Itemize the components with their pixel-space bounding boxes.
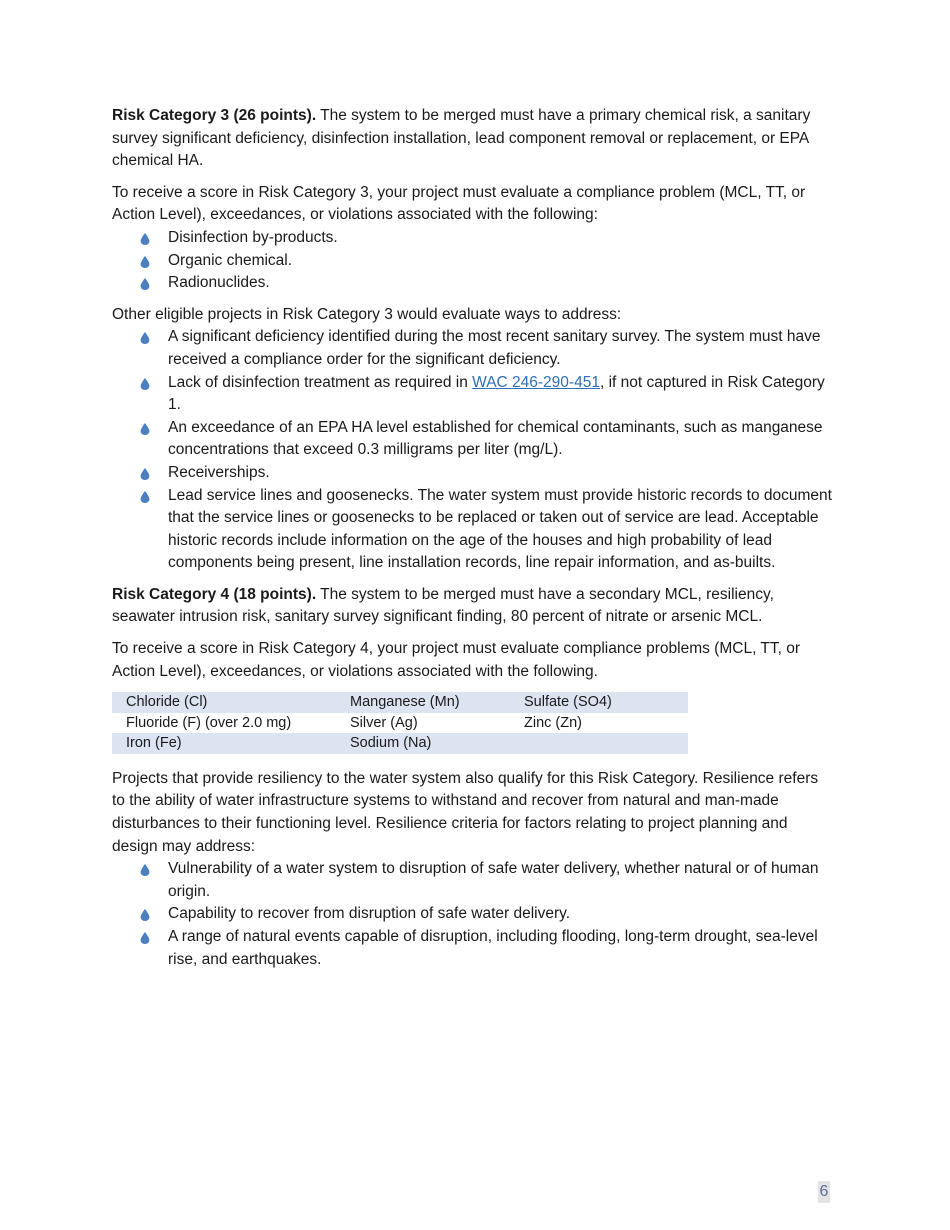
table-cell: Silver (Ag) <box>350 714 418 731</box>
rc3-heading: Risk Category 3 (26 points). <box>112 107 317 124</box>
table-row <box>112 733 688 754</box>
water-drop-icon <box>140 233 150 245</box>
table-row <box>112 713 688 734</box>
rc4-intro: To receive a score in Risk Category 4, your project must evaluate compliance problems (MCL, TT, or Action Level), exceedances, or violations associated with the following. <box>112 640 801 680</box>
table-cell: Manganese (Mn) <box>336 692 510 713</box>
table-cell: Iron (Fe) <box>112 733 336 754</box>
water-drop-icon <box>140 332 150 344</box>
water-drop-icon <box>140 256 150 268</box>
document-page <box>112 105 834 971</box>
water-drop-icon <box>140 932 150 944</box>
rc4-resiliency-list <box>112 858 834 971</box>
list-item: Disinfection by-products. <box>112 227 834 250</box>
list-item: Organic chemical. <box>112 250 834 273</box>
table-cell: Chloride (Cl) <box>112 692 336 713</box>
water-drop-icon <box>140 278 150 290</box>
rc3-other-list <box>112 326 834 575</box>
table-cell <box>510 733 688 754</box>
rc4-heading: Risk Category 4 (18 points). <box>112 585 317 603</box>
list-item: A significant deficiency identified during the most recent sanitary survey. The system must have received a compliance order for the significant deficiency. <box>112 326 834 371</box>
rc3-text: The system to be merged must have a primary chemical risk, a sanitary survey significant deficiency, disinfection installation, lead component removal or replacement, or EPA chemical HA. <box>112 107 811 170</box>
list-item: An exceedance of an EPA HA level established for chemical contaminants, such as manganese concentrations that exceed 0.3 milligrams per liter (mg/L). <box>112 417 834 462</box>
wac-link[interactable]: WAC 246-290-451 <box>472 373 600 391</box>
water-drop-icon <box>140 468 150 480</box>
rc4-paragraph <box>112 584 834 629</box>
list-item: Receiverships. <box>112 462 834 485</box>
table-row <box>112 692 688 713</box>
list-item: Lack of disinfection treatment as required in WAC 246-290-451, if not captured in Risk Category 1. <box>112 372 834 417</box>
table-cell: Sodium (Na) <box>336 733 510 754</box>
water-drop-icon <box>140 491 150 503</box>
table-cell: Sulfate (SO4) <box>510 692 688 713</box>
rc3-paragraph <box>112 105 834 173</box>
rc3-other-intro: Other eligible projects in Risk Category 3 would evaluate ways to address: <box>112 305 622 323</box>
water-drop-icon <box>140 864 150 876</box>
page-number: 6 <box>818 1181 830 1203</box>
list-item: Vulnerability of a water system to disruption of safe water delivery, whether natural or of human origin. <box>112 858 834 903</box>
list-item: Capability to recover from disruption of safe water delivery. <box>112 903 834 926</box>
rc3-intro: To receive a score in Risk Category 3, your project must evaluate a compliance problem (MCL, TT, or Action Level), exceedances, or violations associated with the following: <box>112 183 806 224</box>
rc4-text: The system to be merged must have a secondary MCL, resiliency, seawater intrusion risk, sanitary survey significant finding, 80 percent of nitrate or arsenic MCL. <box>112 585 774 626</box>
water-drop-icon <box>140 909 150 921</box>
water-drop-icon <box>140 423 150 435</box>
list-item: A range of natural events capable of disruption, including flooding, long-term drought, sea-level rise, and earthquakes. <box>112 926 834 971</box>
table-cell: Fluoride (F) (over 2.0 mg) <box>126 714 292 731</box>
contaminants-table <box>112 692 688 754</box>
rc4-resiliency: Projects that provide resiliency to the water system also qualify for this Risk Category. Resilience refers to the ability of water infrastructure systems to withstand and recover from natural and man-made disturbances to their functioning level. Resilience criteria for factors relating to project planning and design may address: <box>112 769 819 855</box>
table-cell: Zinc (Zn) <box>524 714 582 731</box>
water-drop-icon <box>140 378 150 390</box>
list-item: Radionuclides. <box>112 272 834 295</box>
rc3-list <box>112 227 834 295</box>
list-item: Lead service lines and goosenecks. The water system must provide historic records to document that the service lines or goosenecks to be replaced or taken out of service are lead. Acceptable historic records include information on the age of the houses and high probability of lead components being present, line installation records, line repair information, and as-builts. <box>112 485 834 575</box>
